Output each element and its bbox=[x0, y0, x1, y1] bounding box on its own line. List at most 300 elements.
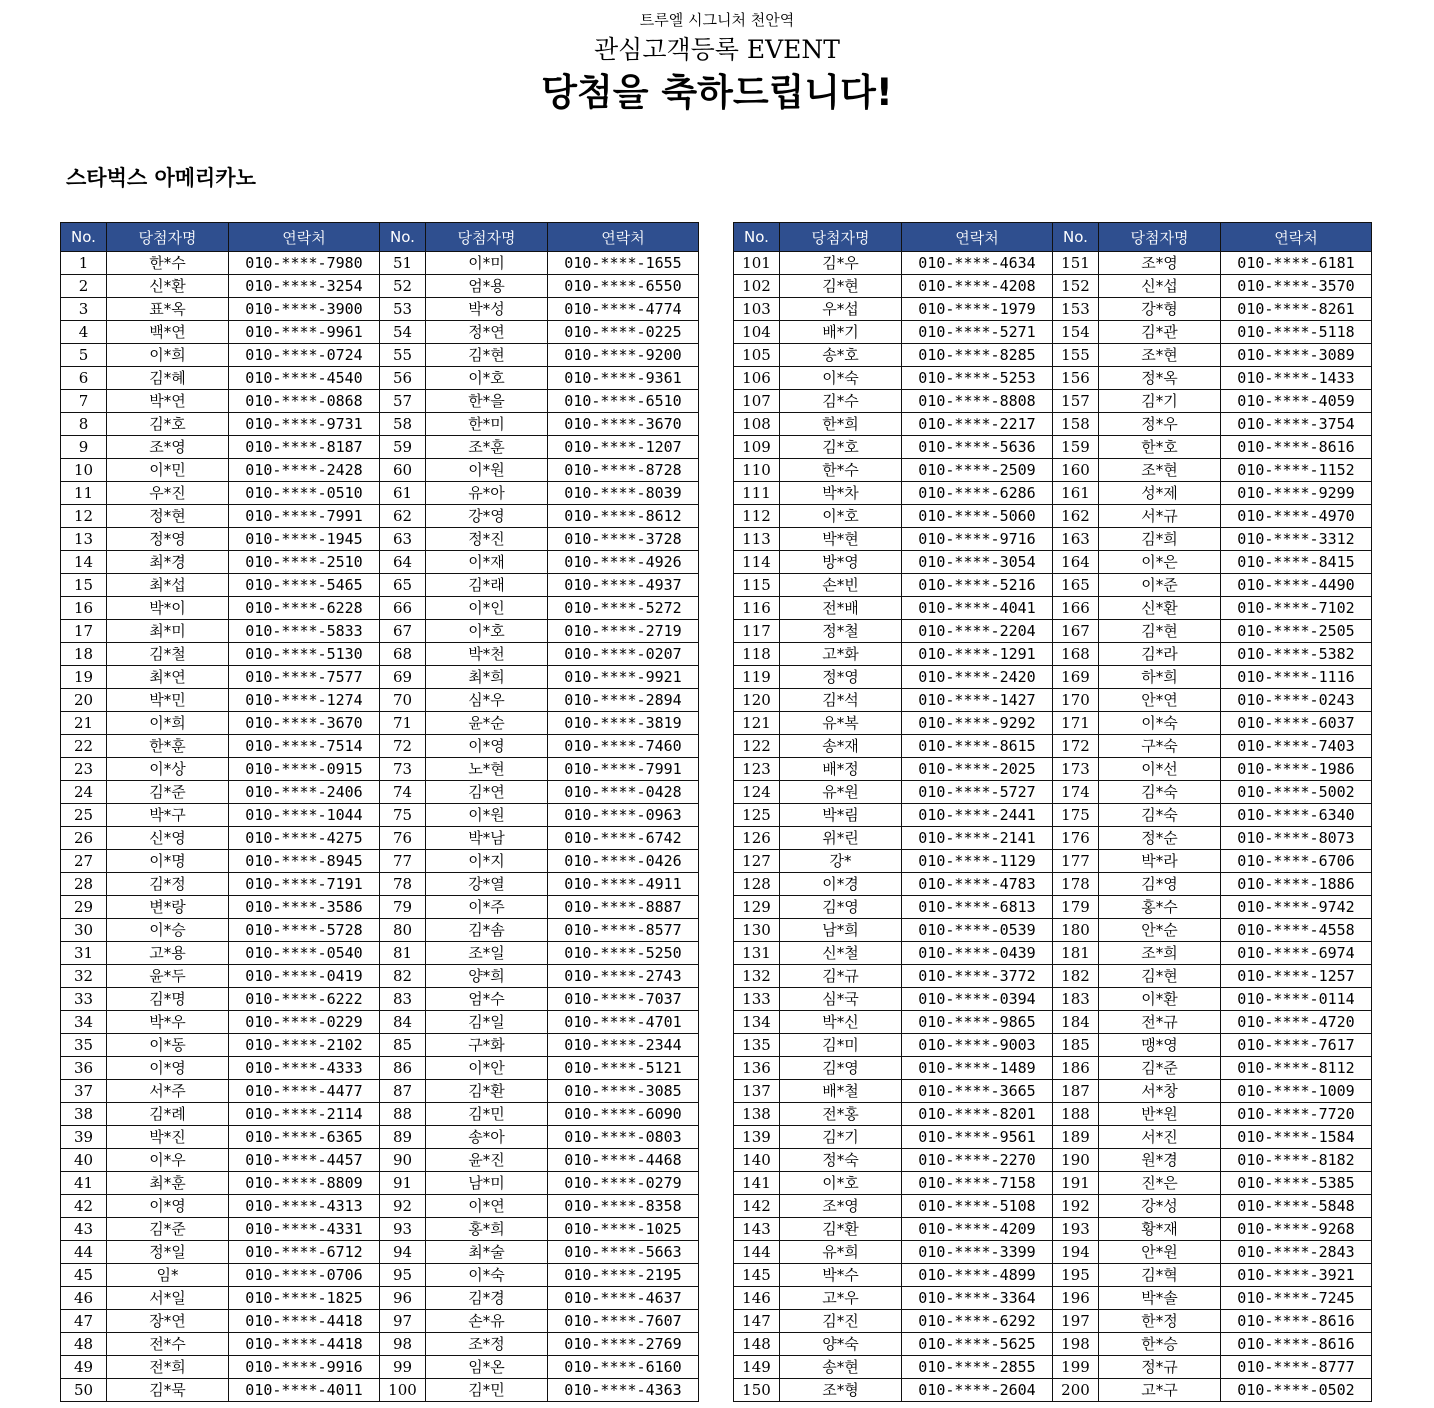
winner-number: 7 bbox=[61, 390, 107, 413]
winner-phone: 010-****-1257 bbox=[1221, 965, 1372, 988]
winner-number: 57 bbox=[380, 390, 426, 413]
winner-number: 171 bbox=[1053, 712, 1099, 735]
winner-phone: 010-****-4558 bbox=[1221, 919, 1372, 942]
winner-number: 184 bbox=[1053, 1011, 1099, 1034]
winner-number: 26 bbox=[61, 827, 107, 850]
winner-phone: 010-****-8945 bbox=[229, 850, 380, 873]
winner-phone: 010-****-0225 bbox=[548, 321, 699, 344]
winner-name: 이*미 bbox=[426, 252, 548, 275]
winner-number: 180 bbox=[1053, 919, 1099, 942]
winner-number: 43 bbox=[61, 1218, 107, 1241]
table-row bbox=[734, 1333, 1372, 1356]
winner-name: 정*진 bbox=[426, 528, 548, 551]
winner-number: 109 bbox=[734, 436, 780, 459]
winner-phone: 010-****-1152 bbox=[1221, 459, 1372, 482]
winner-phone: 010-****-8728 bbox=[548, 459, 699, 482]
winner-name: 전*수 bbox=[107, 1333, 229, 1356]
winner-phone: 010-****-6090 bbox=[548, 1103, 699, 1126]
winner-name: 김*환 bbox=[780, 1218, 902, 1241]
winner-phone: 010-****-5253 bbox=[902, 367, 1053, 390]
winner-number: 71 bbox=[380, 712, 426, 735]
page-title: 당첨을 축하드립니다! bbox=[541, 71, 893, 114]
winner-number: 92 bbox=[380, 1195, 426, 1218]
winner-name: 정*일 bbox=[107, 1241, 229, 1264]
winner-number: 58 bbox=[380, 413, 426, 436]
winner-name: 최*경 bbox=[107, 551, 229, 574]
winner-name: 박*신 bbox=[780, 1011, 902, 1034]
winner-name: 이*호 bbox=[426, 620, 548, 643]
winner-number: 138 bbox=[734, 1103, 780, 1126]
winner-name: 정*영 bbox=[107, 528, 229, 551]
winner-phone: 010-****-3254 bbox=[229, 275, 380, 298]
table-row bbox=[734, 298, 1372, 321]
winner-phone: 010-****-4774 bbox=[548, 298, 699, 321]
winner-name: 정*연 bbox=[426, 321, 548, 344]
winner-name: 김*영 bbox=[780, 1057, 902, 1080]
winner-number: 35 bbox=[61, 1034, 107, 1057]
winner-name: 정*철 bbox=[780, 620, 902, 643]
winner-phone: 010-****-1025 bbox=[548, 1218, 699, 1241]
winner-name: 우*진 bbox=[107, 482, 229, 505]
winner-name: 유*원 bbox=[780, 781, 902, 804]
winner-phone: 010-****-7617 bbox=[1221, 1034, 1372, 1057]
winner-name: 홍*희 bbox=[426, 1218, 548, 1241]
winner-phone: 010-****-4468 bbox=[548, 1149, 699, 1172]
winner-name: 위*린 bbox=[780, 827, 902, 850]
winner-name: 김*례 bbox=[107, 1103, 229, 1126]
table-row bbox=[61, 459, 699, 482]
winner-number: 115 bbox=[734, 574, 780, 597]
winner-number: 59 bbox=[380, 436, 426, 459]
winner-name: 김*관 bbox=[1099, 321, 1221, 344]
winner-phone: 010-****-7514 bbox=[229, 735, 380, 758]
winner-number: 149 bbox=[734, 1356, 780, 1379]
table-row bbox=[61, 1172, 699, 1195]
winner-number: 192 bbox=[1053, 1195, 1099, 1218]
winner-number: 38 bbox=[61, 1103, 107, 1126]
winner-name: 신*철 bbox=[780, 942, 902, 965]
winner-name: 강*형 bbox=[1099, 298, 1221, 321]
winner-phone: 010-****-2141 bbox=[902, 827, 1053, 850]
winner-name: 이*원 bbox=[426, 804, 548, 827]
winner-number: 153 bbox=[1053, 298, 1099, 321]
winner-number: 11 bbox=[61, 482, 107, 505]
table-row bbox=[61, 367, 699, 390]
winner-number: 185 bbox=[1053, 1034, 1099, 1057]
table-row bbox=[734, 1218, 1372, 1241]
winner-name: 김*준 bbox=[107, 1218, 229, 1241]
table-row bbox=[61, 1195, 699, 1218]
winner-phone: 010-****-2217 bbox=[902, 413, 1053, 436]
table-row bbox=[734, 643, 1372, 666]
winner-phone: 010-****-0724 bbox=[229, 344, 380, 367]
table-row bbox=[61, 1310, 699, 1333]
winner-phone: 010-****-2604 bbox=[902, 1379, 1053, 1402]
winner-phone: 010-****-9921 bbox=[548, 666, 699, 689]
winner-phone: 010-****-7991 bbox=[229, 505, 380, 528]
winner-name: 김*철 bbox=[107, 643, 229, 666]
winner-phone: 010-****-7102 bbox=[1221, 597, 1372, 620]
winner-number: 119 bbox=[734, 666, 780, 689]
winner-name: 김*솜 bbox=[426, 919, 548, 942]
winner-name: 김*일 bbox=[426, 1011, 548, 1034]
table-row bbox=[734, 827, 1372, 850]
winner-phone: 010-****-8577 bbox=[548, 919, 699, 942]
winner-phone: 010-****-0803 bbox=[548, 1126, 699, 1149]
winner-phone: 010-****-0502 bbox=[1221, 1379, 1372, 1402]
winner-name: 김*우 bbox=[780, 252, 902, 275]
winner-phone: 010-****-6706 bbox=[1221, 850, 1372, 873]
table-row bbox=[61, 344, 699, 367]
table-row bbox=[61, 252, 699, 275]
winner-phone: 010-****-0426 bbox=[548, 850, 699, 873]
winner-phone: 010-****-4209 bbox=[902, 1218, 1053, 1241]
winner-name: 김*호 bbox=[780, 436, 902, 459]
winner-number: 107 bbox=[734, 390, 780, 413]
winner-number: 100 bbox=[380, 1379, 426, 1402]
table-row bbox=[734, 367, 1372, 390]
winner-phone: 010-****-7720 bbox=[1221, 1103, 1372, 1126]
table-row bbox=[61, 1011, 699, 1034]
winner-phone: 010-****-1291 bbox=[902, 643, 1053, 666]
winner-name: 김*라 bbox=[1099, 643, 1221, 666]
winner-number: 23 bbox=[61, 758, 107, 781]
winner-number: 83 bbox=[380, 988, 426, 1011]
table-row bbox=[734, 758, 1372, 781]
winner-phone: 010-****-8201 bbox=[902, 1103, 1053, 1126]
winner-name: 김*기 bbox=[780, 1126, 902, 1149]
winner-phone: 010-****-5118 bbox=[1221, 321, 1372, 344]
winner-number: 181 bbox=[1053, 942, 1099, 965]
winner-phone: 010-****-0868 bbox=[229, 390, 380, 413]
winner-name: 안*원 bbox=[1099, 1241, 1221, 1264]
winner-name: 정*우 bbox=[1099, 413, 1221, 436]
winner-name: 박*수 bbox=[780, 1264, 902, 1287]
winner-name: 배*정 bbox=[780, 758, 902, 781]
winner-number: 22 bbox=[61, 735, 107, 758]
winner-name: 신*환 bbox=[107, 275, 229, 298]
winner-phone: 010-****-1825 bbox=[229, 1287, 380, 1310]
winner-phone: 010-****-6365 bbox=[229, 1126, 380, 1149]
winner-name: 고*우 bbox=[780, 1287, 902, 1310]
winner-phone: 010-****-8073 bbox=[1221, 827, 1372, 850]
winner-name: 김*규 bbox=[780, 965, 902, 988]
brand-name: 트루엘 시그니처 천안역 bbox=[639, 11, 795, 29]
table-row bbox=[61, 1241, 699, 1264]
winner-phone: 010-****-4418 bbox=[229, 1310, 380, 1333]
winner-number: 130 bbox=[734, 919, 780, 942]
winner-phone: 010-****-3900 bbox=[229, 298, 380, 321]
winner-name: 박*라 bbox=[1099, 850, 1221, 873]
winner-name: 송*재 bbox=[780, 735, 902, 758]
winner-phone: 010-****-8808 bbox=[902, 390, 1053, 413]
table-row bbox=[61, 896, 699, 919]
winner-phone: 010-****-1886 bbox=[1221, 873, 1372, 896]
winner-name: 전*희 bbox=[107, 1356, 229, 1379]
winner-number: 5 bbox=[61, 344, 107, 367]
winner-name: 박*연 bbox=[107, 390, 229, 413]
winner-phone: 010-****-3089 bbox=[1221, 344, 1372, 367]
winner-number: 144 bbox=[734, 1241, 780, 1264]
winner-number: 148 bbox=[734, 1333, 780, 1356]
winner-name: 정*옥 bbox=[1099, 367, 1221, 390]
winner-number: 151 bbox=[1053, 252, 1099, 275]
winner-number: 84 bbox=[380, 1011, 426, 1034]
table-row bbox=[61, 735, 699, 758]
winner-number: 72 bbox=[380, 735, 426, 758]
winner-number: 87 bbox=[380, 1080, 426, 1103]
winner-phone: 010-****-9299 bbox=[1221, 482, 1372, 505]
winner-name: 표*옥 bbox=[107, 298, 229, 321]
winner-phone: 010-****-0963 bbox=[548, 804, 699, 827]
winner-name: 우*섭 bbox=[780, 298, 902, 321]
no-header: No. bbox=[61, 223, 107, 252]
winner-phone: 010-****-0394 bbox=[902, 988, 1053, 1011]
winner-phone: 010-****-2843 bbox=[1221, 1241, 1372, 1264]
winner-name: 이*승 bbox=[107, 919, 229, 942]
winner-name: 조*일 bbox=[426, 942, 548, 965]
winner-phone: 010-****-6340 bbox=[1221, 804, 1372, 827]
winner-number: 164 bbox=[1053, 551, 1099, 574]
winner-phone: 010-****-6510 bbox=[548, 390, 699, 413]
winner-name: 한*훈 bbox=[107, 735, 229, 758]
winner-number: 133 bbox=[734, 988, 780, 1011]
winner-number: 95 bbox=[380, 1264, 426, 1287]
winner-name: 조*현 bbox=[1099, 344, 1221, 367]
winner-name: 임* bbox=[107, 1264, 229, 1287]
winner-number: 8 bbox=[61, 413, 107, 436]
name-header: 당첨자명 bbox=[780, 223, 902, 252]
winner-phone: 010-****-4783 bbox=[902, 873, 1053, 896]
table-row bbox=[734, 666, 1372, 689]
winner-phone: 010-****-5130 bbox=[229, 643, 380, 666]
winner-number: 140 bbox=[734, 1149, 780, 1172]
winner-name: 이*주 bbox=[426, 896, 548, 919]
winner-number: 137 bbox=[734, 1080, 780, 1103]
winner-phone: 010-****-3754 bbox=[1221, 413, 1372, 436]
winner-phone: 010-****-3399 bbox=[902, 1241, 1053, 1264]
table-row bbox=[61, 988, 699, 1011]
winner-number: 75 bbox=[380, 804, 426, 827]
winner-name: 박*민 bbox=[107, 689, 229, 712]
winner-name: 한*수 bbox=[780, 459, 902, 482]
winner-phone: 010-****-6813 bbox=[902, 896, 1053, 919]
winner-phone: 010-****-0207 bbox=[548, 643, 699, 666]
winner-name: 최*미 bbox=[107, 620, 229, 643]
winner-name: 이*재 bbox=[426, 551, 548, 574]
table-row bbox=[61, 1287, 699, 1310]
winner-number: 183 bbox=[1053, 988, 1099, 1011]
winner-number: 156 bbox=[1053, 367, 1099, 390]
table-row bbox=[61, 413, 699, 436]
winner-number: 129 bbox=[734, 896, 780, 919]
winner-name: 김*현 bbox=[426, 344, 548, 367]
winner-number: 18 bbox=[61, 643, 107, 666]
winner-phone: 010-****-0114 bbox=[1221, 988, 1372, 1011]
winner-number: 98 bbox=[380, 1333, 426, 1356]
winner-phone: 010-****-4637 bbox=[548, 1287, 699, 1310]
winner-number: 200 bbox=[1053, 1379, 1099, 1402]
winner-number: 197 bbox=[1053, 1310, 1099, 1333]
winner-phone: 010-****-8615 bbox=[902, 735, 1053, 758]
winner-number: 19 bbox=[61, 666, 107, 689]
winner-phone: 010-****-3665 bbox=[902, 1080, 1053, 1103]
winner-name: 한*정 bbox=[1099, 1310, 1221, 1333]
table-row bbox=[61, 919, 699, 942]
winner-number: 32 bbox=[61, 965, 107, 988]
winner-number: 68 bbox=[380, 643, 426, 666]
winner-number: 79 bbox=[380, 896, 426, 919]
winner-phone: 010-****-8358 bbox=[548, 1195, 699, 1218]
winner-name: 이*영 bbox=[426, 735, 548, 758]
winner-name: 최*술 bbox=[426, 1241, 548, 1264]
winner-number: 122 bbox=[734, 735, 780, 758]
winner-phone: 010-****-0439 bbox=[902, 942, 1053, 965]
winner-number: 53 bbox=[380, 298, 426, 321]
winner-name: 서*일 bbox=[107, 1287, 229, 1310]
phone-header: 연락처 bbox=[902, 223, 1053, 252]
table-row bbox=[61, 758, 699, 781]
table-row bbox=[734, 804, 1372, 827]
table-row bbox=[61, 321, 699, 344]
winner-name: 김*현 bbox=[1099, 965, 1221, 988]
winner-name: 이*영 bbox=[107, 1195, 229, 1218]
phone-header: 연락처 bbox=[229, 223, 380, 252]
winner-name: 엄*용 bbox=[426, 275, 548, 298]
winner-phone: 010-****-0539 bbox=[902, 919, 1053, 942]
winner-name: 최*훈 bbox=[107, 1172, 229, 1195]
table-row bbox=[734, 1080, 1372, 1103]
winner-name: 박*차 bbox=[780, 482, 902, 505]
winner-number: 42 bbox=[61, 1195, 107, 1218]
winner-number: 136 bbox=[734, 1057, 780, 1080]
winner-name: 반*원 bbox=[1099, 1103, 1221, 1126]
winner-number: 29 bbox=[61, 896, 107, 919]
winner-number: 62 bbox=[380, 505, 426, 528]
winner-phone: 010-****-6160 bbox=[548, 1356, 699, 1379]
table-row bbox=[61, 1126, 699, 1149]
winner-number: 102 bbox=[734, 275, 780, 298]
winner-name: 구*화 bbox=[426, 1034, 548, 1057]
winner-name: 이*환 bbox=[1099, 988, 1221, 1011]
winner-phone: 010-****-1986 bbox=[1221, 758, 1372, 781]
table-row bbox=[61, 1080, 699, 1103]
winner-number: 139 bbox=[734, 1126, 780, 1149]
table-row bbox=[61, 1333, 699, 1356]
winner-number: 193 bbox=[1053, 1218, 1099, 1241]
winner-name: 김*호 bbox=[107, 413, 229, 436]
table-row bbox=[734, 1034, 1372, 1057]
winner-phone: 010-****-0915 bbox=[229, 758, 380, 781]
table-row bbox=[734, 275, 1372, 298]
winner-name: 변*랑 bbox=[107, 896, 229, 919]
winner-number: 46 bbox=[61, 1287, 107, 1310]
winner-number: 152 bbox=[1053, 275, 1099, 298]
winner-number: 10 bbox=[61, 459, 107, 482]
winner-phone: 010-****-8809 bbox=[229, 1172, 380, 1195]
winner-number: 40 bbox=[61, 1149, 107, 1172]
winner-number: 173 bbox=[1053, 758, 1099, 781]
winner-name: 강*성 bbox=[1099, 1195, 1221, 1218]
winner-name: 박*이 bbox=[107, 597, 229, 620]
winner-phone: 010-****-0510 bbox=[229, 482, 380, 505]
table-header-row bbox=[734, 223, 1372, 252]
winner-name: 유*복 bbox=[780, 712, 902, 735]
winner-phone: 010-****-5108 bbox=[902, 1195, 1053, 1218]
winner-phone: 010-****-6712 bbox=[229, 1241, 380, 1264]
winner-number: 93 bbox=[380, 1218, 426, 1241]
winner-phone: 010-****-3921 bbox=[1221, 1264, 1372, 1287]
winner-name: 장*연 bbox=[107, 1310, 229, 1333]
winner-phone: 010-****-5385 bbox=[1221, 1172, 1372, 1195]
winner-name: 엄*수 bbox=[426, 988, 548, 1011]
winner-number: 47 bbox=[61, 1310, 107, 1333]
winner-phone: 010-****-2406 bbox=[229, 781, 380, 804]
table-row bbox=[734, 1172, 1372, 1195]
winners-table-right bbox=[733, 222, 1372, 1402]
winner-phone: 010-****-4477 bbox=[229, 1080, 380, 1103]
winner-name: 최*연 bbox=[107, 666, 229, 689]
winner-phone: 010-****-6222 bbox=[229, 988, 380, 1011]
winner-phone: 010-****-3364 bbox=[902, 1287, 1053, 1310]
winner-number: 174 bbox=[1053, 781, 1099, 804]
winner-name: 서*창 bbox=[1099, 1080, 1221, 1103]
winner-number: 89 bbox=[380, 1126, 426, 1149]
table-row bbox=[734, 1149, 1372, 1172]
winners-table-left bbox=[60, 222, 699, 1402]
winner-phone: 010-****-4333 bbox=[229, 1057, 380, 1080]
winner-number: 16 bbox=[61, 597, 107, 620]
no-header: No. bbox=[734, 223, 780, 252]
table-row bbox=[734, 1126, 1372, 1149]
winner-number: 112 bbox=[734, 505, 780, 528]
winner-name: 고*화 bbox=[780, 643, 902, 666]
winner-name: 김*현 bbox=[1099, 620, 1221, 643]
table-row bbox=[734, 942, 1372, 965]
winner-name: 이*영 bbox=[107, 1057, 229, 1080]
winner-phone: 010-****-4041 bbox=[902, 597, 1053, 620]
winner-number: 12 bbox=[61, 505, 107, 528]
no-header: No. bbox=[380, 223, 426, 252]
winner-name: 박*현 bbox=[780, 528, 902, 551]
winner-name: 김*준 bbox=[107, 781, 229, 804]
winner-phone: 010-****-0706 bbox=[229, 1264, 380, 1287]
table-row bbox=[61, 1103, 699, 1126]
winner-number: 113 bbox=[734, 528, 780, 551]
winner-number: 117 bbox=[734, 620, 780, 643]
winner-phone: 010-****-9742 bbox=[1221, 896, 1372, 919]
winner-phone: 010-****-6181 bbox=[1221, 252, 1372, 275]
winner-phone: 010-****-4331 bbox=[229, 1218, 380, 1241]
table-row bbox=[61, 482, 699, 505]
winner-name: 방*영 bbox=[780, 551, 902, 574]
winner-name: 이*상 bbox=[107, 758, 229, 781]
winner-name: 유*아 bbox=[426, 482, 548, 505]
winner-name: 송*아 bbox=[426, 1126, 548, 1149]
winner-phone: 010-****-4457 bbox=[229, 1149, 380, 1172]
winner-number: 125 bbox=[734, 804, 780, 827]
winner-phone: 010-****-1433 bbox=[1221, 367, 1372, 390]
winner-name: 조*훈 bbox=[426, 436, 548, 459]
winner-name: 최*희 bbox=[426, 666, 548, 689]
winner-phone: 010-****-3728 bbox=[548, 528, 699, 551]
winner-name: 서*규 bbox=[1099, 505, 1221, 528]
winner-name: 이*안 bbox=[426, 1057, 548, 1080]
winner-name: 전*배 bbox=[780, 597, 902, 620]
winner-phone: 010-****-9716 bbox=[902, 528, 1053, 551]
phone-header: 연락처 bbox=[1221, 223, 1372, 252]
winner-name: 김*민 bbox=[426, 1379, 548, 1402]
